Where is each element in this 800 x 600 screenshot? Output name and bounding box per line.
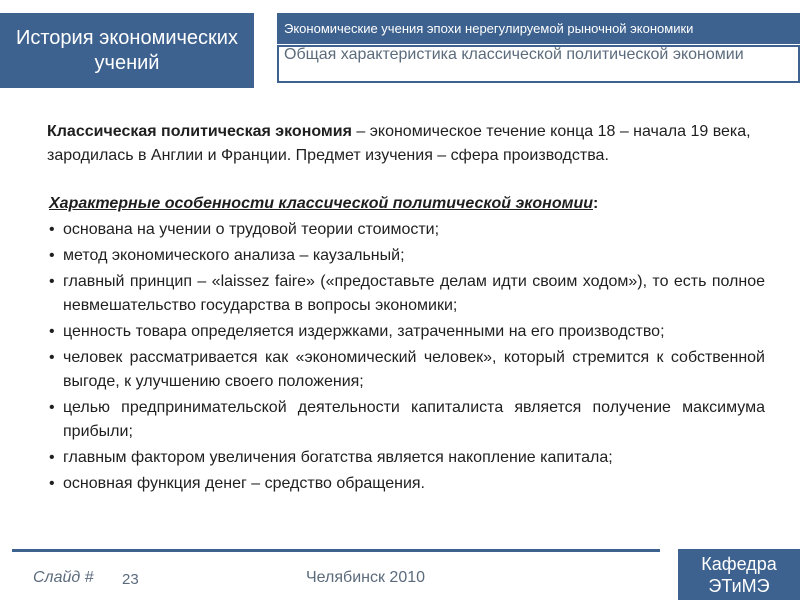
features-heading-colon: :	[592, 195, 599, 212]
section-title: Экономические учения эпохи нерегулируемой рыночной экономики	[284, 21, 694, 36]
slide-number: 23	[122, 571, 139, 588]
feature-item: • главный принцип – «laissez faire» («предоставьте делам идти своим ходом»), то есть полное невмешательство государства в вопросы экономики;	[47, 270, 765, 318]
feature-item: • ценность товара определяется издержками, затраченными на его производство;	[47, 320, 765, 344]
city-year: Челябинск 2010	[306, 569, 426, 586]
section-title-bar	[277, 13, 800, 44]
features-heading	[49, 192, 765, 216]
feature-item: • главным фактором увеличения богатства является накопление капитала;	[47, 446, 765, 470]
feature-item: • человек рассматривается как «экономический человек», который стремится к собственной выгоде, к улучшению своего положения;	[47, 346, 765, 394]
feature-item: • метод экономического анализа – каузальный;	[47, 244, 765, 268]
intro-term: Классическая политическая экономия	[47, 123, 352, 140]
course-title-text: История экономических учений	[16, 26, 238, 74]
features-list	[47, 218, 765, 496]
footer-divider	[12, 549, 660, 552]
department-name: Кафедра ЭТиМЭ	[701, 553, 777, 596]
feature-item: • основная функция денег – средство обращения.	[47, 472, 765, 496]
slide-content	[47, 120, 765, 498]
features-heading-text: Характерные особенности классической политической экономии	[49, 195, 593, 212]
slide-subtitle-text: Общая характеристика классической политической экономии	[284, 46, 744, 63]
slide-label: Слайд #	[33, 569, 94, 586]
intro-paragraph	[47, 120, 765, 168]
feature-item: • основана на учении о трудовой теории стоимости;	[47, 218, 765, 242]
feature-item: • целью предпринимательской деятельности капиталиста является получение максимума прибыли;	[47, 396, 765, 444]
department-box	[678, 549, 800, 600]
course-title	[0, 13, 254, 88]
slide-subtitle	[277, 45, 800, 83]
intro-text: – экономическое течение конца 18 – начала 19 века, зародилась в Англии и Франции. Предмет изучения – сфера производства.	[47, 123, 751, 164]
